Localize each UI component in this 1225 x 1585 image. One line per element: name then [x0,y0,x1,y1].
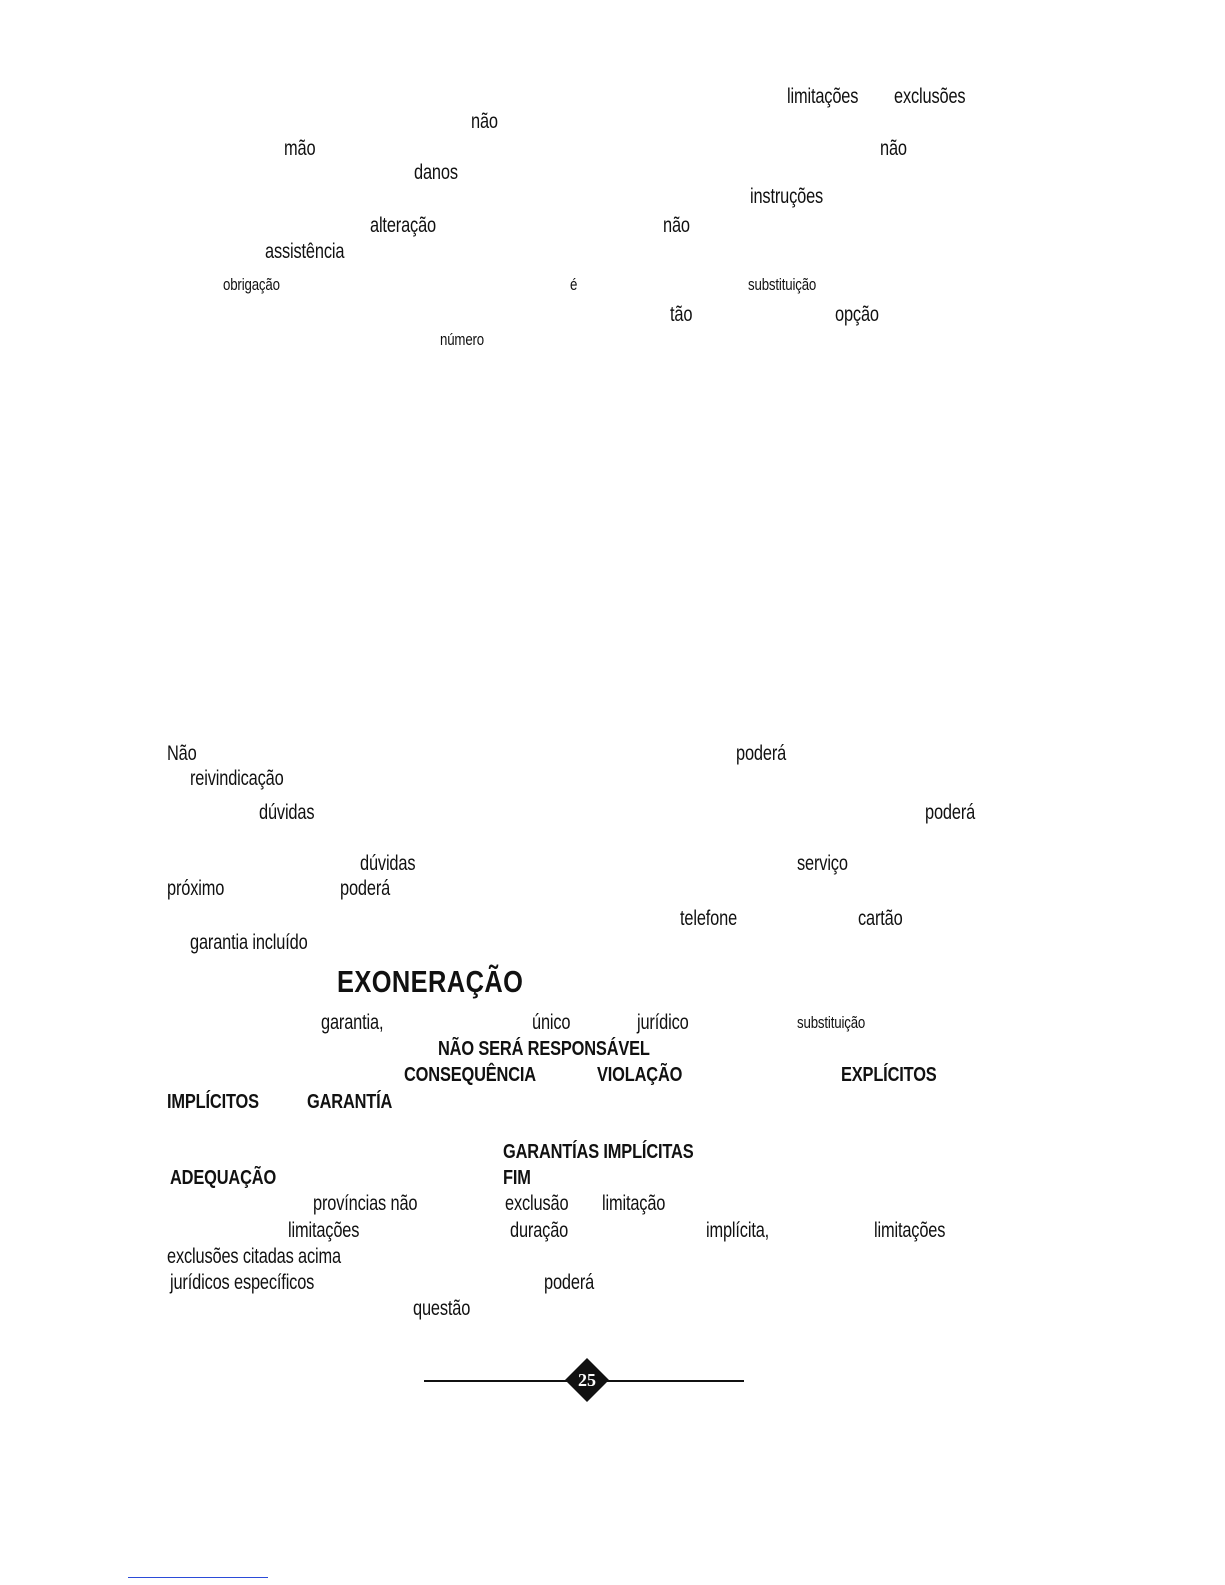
word: FIM [503,1167,531,1189]
word: tão [670,303,693,326]
word: instruções [750,185,824,208]
footer-line [128,1577,268,1578]
page-number: 25 [578,1370,596,1390]
word: jurídico [637,1011,689,1034]
word: dúvidas [259,801,315,824]
footer-rule-left [424,1380,574,1382]
word: danos [414,161,458,184]
word: alteração [370,214,436,237]
word: número [440,330,485,349]
footer-rule-right [598,1380,744,1382]
word: próximo [167,877,225,900]
word: províncias não [313,1192,418,1215]
word: limitações [787,85,859,108]
word: poderá [544,1271,595,1294]
page-number-badge [564,1357,610,1403]
section-heading: EXONERAÇÃO [337,964,524,999]
word: opção [835,303,879,326]
word: implícita, [706,1219,770,1242]
word: dúvidas [360,852,416,875]
word: duração [510,1219,569,1242]
word: poderá [736,742,787,765]
word: reivindicação [190,767,284,790]
word: EXPLÍCITOS [841,1064,937,1086]
word: limitação [602,1192,666,1215]
word: substituição [748,275,817,294]
word: não [471,110,498,133]
word: não [663,214,690,237]
word: VIOLAÇÃO [597,1064,683,1086]
word: limitações [874,1219,946,1242]
word: poderá [925,801,976,824]
word: cartão [858,907,903,930]
word: serviço [797,852,848,875]
word: CONSEQUÊNCIA [404,1064,536,1086]
word: IMPLÍCITOS [167,1091,259,1113]
word: limitações [288,1219,360,1242]
word: NÃO SERÁ RESPONSÁVEL [438,1038,650,1060]
word: garantia, [321,1011,384,1034]
word: não [880,137,907,160]
word: exclusões [894,85,966,108]
word: GARANTÍAS IMPLÍCITAS [503,1141,694,1163]
word: substituição [797,1013,866,1032]
word: questão [413,1297,471,1320]
word: exclusões citadas acima [167,1245,341,1268]
word: Não [167,742,197,765]
word: GARANTÍA [307,1091,393,1113]
word: é [570,275,578,294]
word: ADEQUAÇÃO [170,1167,277,1189]
word: poderá [340,877,391,900]
word: mão [284,137,316,160]
word: telefone [680,907,738,930]
word: garantia incluído [190,931,308,954]
word: jurídicos específicos [170,1271,315,1294]
word: único [532,1011,571,1034]
word: obrigação [223,275,280,294]
word: exclusão [505,1192,569,1215]
word: assistência [265,240,345,263]
